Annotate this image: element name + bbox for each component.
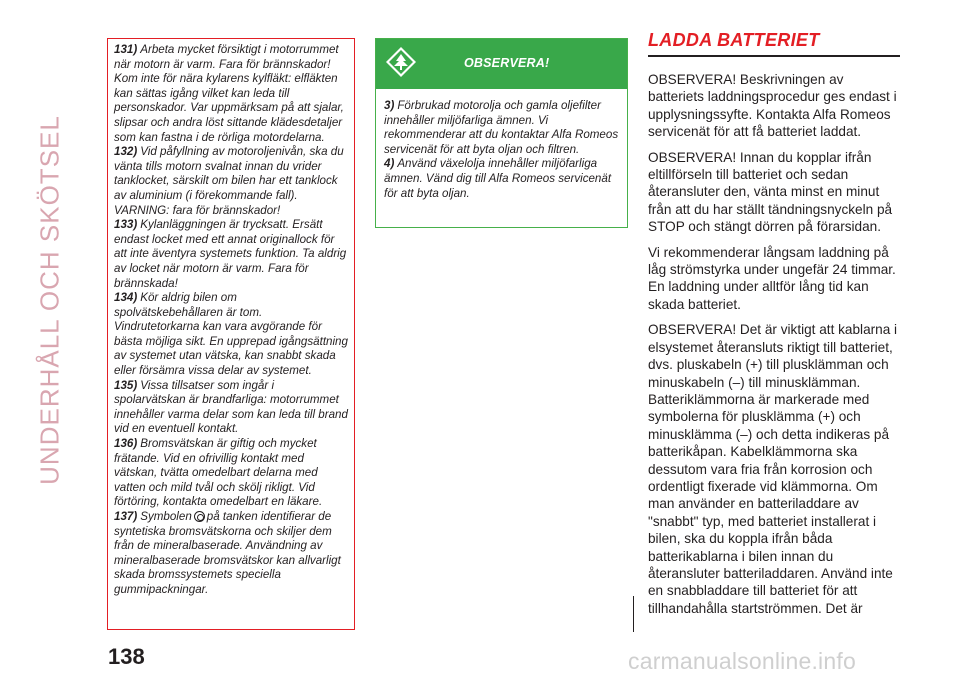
tree-environment-icon: [384, 45, 418, 79]
section-paragraph: OBSERVERA! Beskrivningen av batteriets laddningsprocedur ges endast i upplysningssyfte. Kontakta Alfa Romeos servicenät för att få batteriet laddat.: [648, 72, 897, 140]
warning-item-133: 133) Kylanläggningen är trycksatt. Ersätt endast locket med ett annat originallock för att inte äventyra systemets funktion. Ta aldrig av locket när motorn är varm. Fara för brännskada!: [114, 218, 347, 290]
environment-note-item-3: 3) Förbrukad motorolja och gamla oljefilter innehåller miljöfarliga ämnen. Vi rekommenderar att du kontaktar Alfa Romeos servicenät för att byta oljan och filtren.: [384, 99, 619, 156]
environment-note-title: OBSERVERA!: [464, 56, 550, 70]
section-title: LADDA BATTERIET: [648, 30, 900, 57]
brake-fluid-symbol-icon: [194, 511, 205, 522]
battery-section: [648, 30, 900, 625]
section-body: [648, 71, 900, 617]
page-number: 138: [108, 644, 145, 669]
warning-item-135: 135) Vissa tillsatser som ingår i spolarvätskan är brandfarliga: motorrummet innehåller varma delar som kan leda till brand vid en eventuell kontakt.: [114, 378, 348, 436]
environment-note-header: [376, 39, 627, 89]
environment-note-box: [375, 38, 628, 228]
warning-item-136: 136) Bromsvätskan är giftig och mycket frätande. Vid en ofrivillig kontakt med vätskan, tvätta omedelbart delarna med vatten och mild tvål och skölj rikligt. Vid förtöring, kontakta omedelbart en läkare.: [114, 437, 323, 509]
environment-note-item-4: 4) Använd växelolja innehåller miljöfarliga ämnen. Vänd dig till Alfa Romeos servicenät för att byta oljan.: [384, 157, 612, 200]
section-paragraph: OBSERVERA! Innan du kopplar ifrån eltillförseln till batteriet och sedan återansluter den, vänta minst en minut från att du har ställt tändningsnyckeln på STOP och stängt dörren på förarsidan.: [648, 149, 893, 235]
warning-item-131: 131) Arbeta mycket försiktigt i motorrummet när motorn är varm. Fara för brännskador! Kom inte för nära kylarens kylfläkt: elfläkten kan sättas igång vilket kan leda till personskador. Var uppmärksam på att sjalar, slipsar och andra löst sittande klädesdetaljer som kan fastna i de rörliga motordelarna.: [114, 43, 344, 144]
warning-item-132: 132) Vid påfyllning av motoroljenivån, ska du vänta tills motorn svalnat innan du vrider tanklocket, särskilt om bilen har ett tanklock av aluminium (i förekommande fall). VARNING: fara för brännskador!: [114, 145, 344, 217]
watermark: carmanualsonline.info: [628, 648, 856, 674]
environment-note-body: [376, 89, 627, 201]
section-paragraph: OBSERVERA! Det är viktigt att kablarna i elsystemet återansluts riktigt till batteriet, dvs. pluskabeln (+) till plusklämman och minuskabeln (–) till minusklämman. Batteriklämmorna är markerade med symbolerna för plusklämma (+) och minusklämma (–) och detta indikeras på batterikåpan. Kabelklämmorna ska dessutom vara fria från korrosion och ordentligt fixerade vid klämmorna. Om man använder en batteriladdare av "snabbt" typ, med batteriet installerat i bilen, ska du koppla ifrån båda batterikablarna i bilen innan du återansluter batteriladdaren. Använd inte en snabbladdare till batteriet för att tillhandahålla startströmmen. Det är: [648, 322, 898, 616]
section-paragraph: Vi rekommenderar långsam laddning på låg strömstyrka under ungefär 24 timmar. En laddning under alltför lång tid kan skada batteriet.: [648, 244, 896, 312]
warning-item-134: 134) Kör aldrig bilen om spolvätskebehållaren är tom. Vindrutetorkarna kan vara avgörande för bästa möjliga sikt. En upprepad igångsättning av systemet utan vätska, kan snabbt skada eller försämra vissa delar av systemet.: [114, 291, 348, 378]
chapter-side-tab: UNDERHÅLL OCH SKÖTSEL: [34, 115, 65, 485]
warning-item-137: 137) Symbolen på tanken identifierar de syntetiska bromsvätskorna och skiljer dem från de mineralbaserade. Användning av mineralbaserade bromsvätskor kan allvarligt skada bromssystemets speciella gummipackningar.: [114, 510, 341, 596]
column-rule: [633, 596, 634, 632]
warnings-box: [107, 38, 355, 630]
